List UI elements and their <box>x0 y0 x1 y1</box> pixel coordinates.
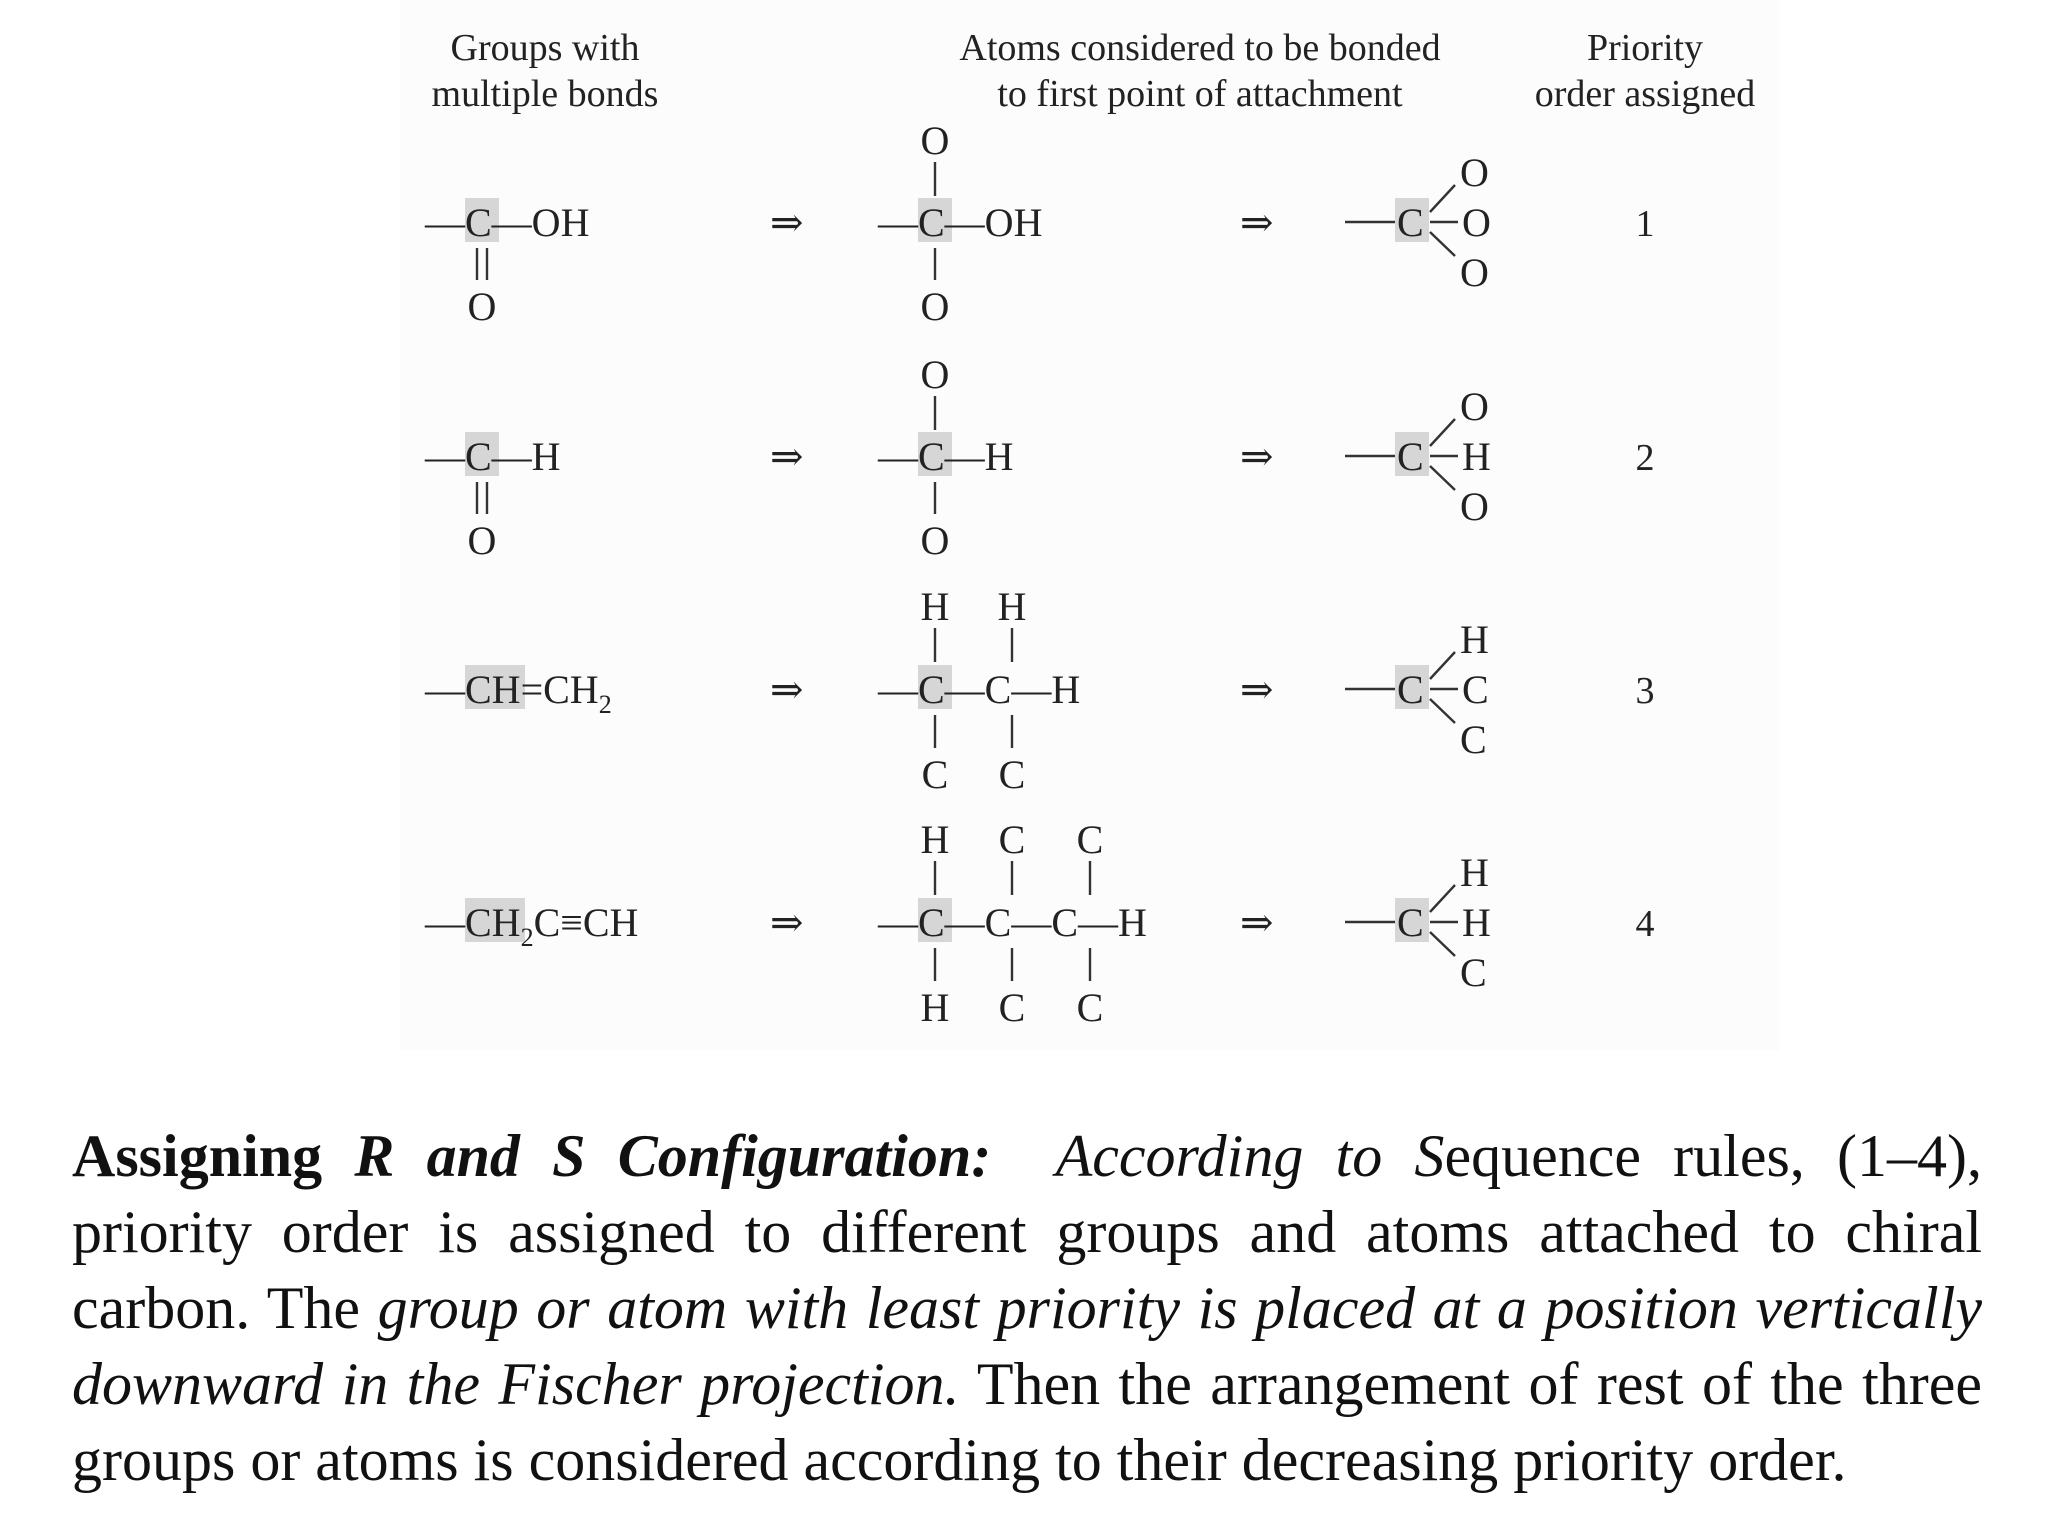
row-1-priority: 1 <box>1635 203 1655 245</box>
svg-text:—CH2C≡CH: $—CH_2C\equiv CH$ <box>425 900 639 952</box>
svg-text:H: H <box>1460 850 1489 895</box>
svg-text:H: H <box>920 584 950 629</box>
svg-text:O: O <box>920 352 950 397</box>
svg-text:H: H <box>1462 900 1491 945</box>
svg-text:—CH=CH2: $—CH=CH_2$ <box>425 667 612 719</box>
row-4-arrow-1: ⇒ <box>770 900 804 945</box>
svg-text:Atoms considered to be bonded: Atoms considered to be bonded <box>959 27 1441 69</box>
svg-text:O: O <box>1460 484 1489 529</box>
svg-text:C: C <box>998 752 1026 797</box>
caption-bold-italic: R and S Configuration: <box>354 1123 992 1189</box>
svg-text:O: O <box>920 118 950 163</box>
svg-text:C: C <box>998 817 1026 862</box>
row-3-arrow-1: ⇒ <box>770 667 804 712</box>
row-3-arrow-2: ⇒ <box>1240 667 1274 712</box>
caption-text-2: Then the arrangement of rest of the three groups or atoms is considered according to their decreasing priority order. <box>72 1351 1982 1493</box>
svg-text:H: H <box>1460 617 1489 662</box>
svg-text:C: C <box>1397 434 1424 479</box>
row-3-group <box>424 665 612 719</box>
row-2-priority: 2 <box>1635 437 1655 479</box>
svg-text:H: H <box>920 985 950 1030</box>
row-4-priority: 4 <box>1635 903 1655 945</box>
row-2-arrow-2: ⇒ <box>1240 434 1274 479</box>
row-4-arrow-2: ⇒ <box>1240 900 1274 945</box>
svg-text:C: C <box>1460 950 1487 995</box>
svg-text:O: O <box>920 518 950 563</box>
svg-text:C: C <box>1076 985 1104 1030</box>
caption-paragraph <box>72 1118 1982 1498</box>
svg-text:C: C <box>1397 900 1424 945</box>
svg-text:multiple bonds: multiple bonds <box>431 73 659 115</box>
svg-text:—C—H: —C—H <box>425 434 561 479</box>
svg-text:—C—OH: —C—OH <box>425 200 590 245</box>
svg-text:—C—C—H: —C—C—H <box>878 667 1081 712</box>
svg-text:O: O <box>920 284 950 329</box>
row-3-priority: 3 <box>1635 670 1655 712</box>
svg-text:C: C <box>998 985 1026 1030</box>
svg-text:O: O <box>1460 384 1489 429</box>
svg-text:C: C <box>1076 817 1104 862</box>
svg-text:H: H <box>997 584 1027 629</box>
svg-text:C: C <box>1397 667 1424 712</box>
svg-text:order assigned: order assigned <box>1534 73 1756 115</box>
svg-text:Priority: Priority <box>1586 27 1704 69</box>
svg-text:C: C <box>1460 717 1487 762</box>
row-2-arrow-1: ⇒ <box>770 434 804 479</box>
svg-text:to first point of attachment: to first point of attachment <box>997 73 1403 115</box>
row-1-arrow-2: ⇒ <box>1240 200 1274 245</box>
caption-text-1: equence rules, (1–4), priority order is assigned to different groups and atoms attached to chiral carbon. The <box>72 1123 1982 1341</box>
row-1-arrow-1: ⇒ <box>770 200 804 245</box>
caption-italic-1: According to S <box>1055 1123 1445 1189</box>
svg-text:H: H <box>1462 434 1491 479</box>
svg-text:C: C <box>1462 667 1489 712</box>
svg-text:—C—H: —C—H <box>878 434 1014 479</box>
svg-text:O: O <box>467 518 497 563</box>
svg-text:O: O <box>1462 200 1491 245</box>
svg-text:H: H <box>920 817 950 862</box>
svg-text:Groups with: Groups with <box>450 27 640 69</box>
svg-text:C: C <box>1397 200 1424 245</box>
caption-bold-lead: Assigning <box>72 1123 355 1189</box>
svg-text:O: O <box>1460 150 1489 195</box>
caption-italic-2: group or atom with least priority is placed at a position vertically downward in the Fischer projection. <box>72 1275 1982 1417</box>
svg-text:C: C <box>921 752 949 797</box>
svg-text:—C—C—C—H: —C—C—C—H <box>878 900 1147 945</box>
svg-text:O: O <box>1460 250 1489 295</box>
svg-text:—C—OH: —C—OH <box>878 200 1043 245</box>
svg-text:O: O <box>467 284 497 329</box>
